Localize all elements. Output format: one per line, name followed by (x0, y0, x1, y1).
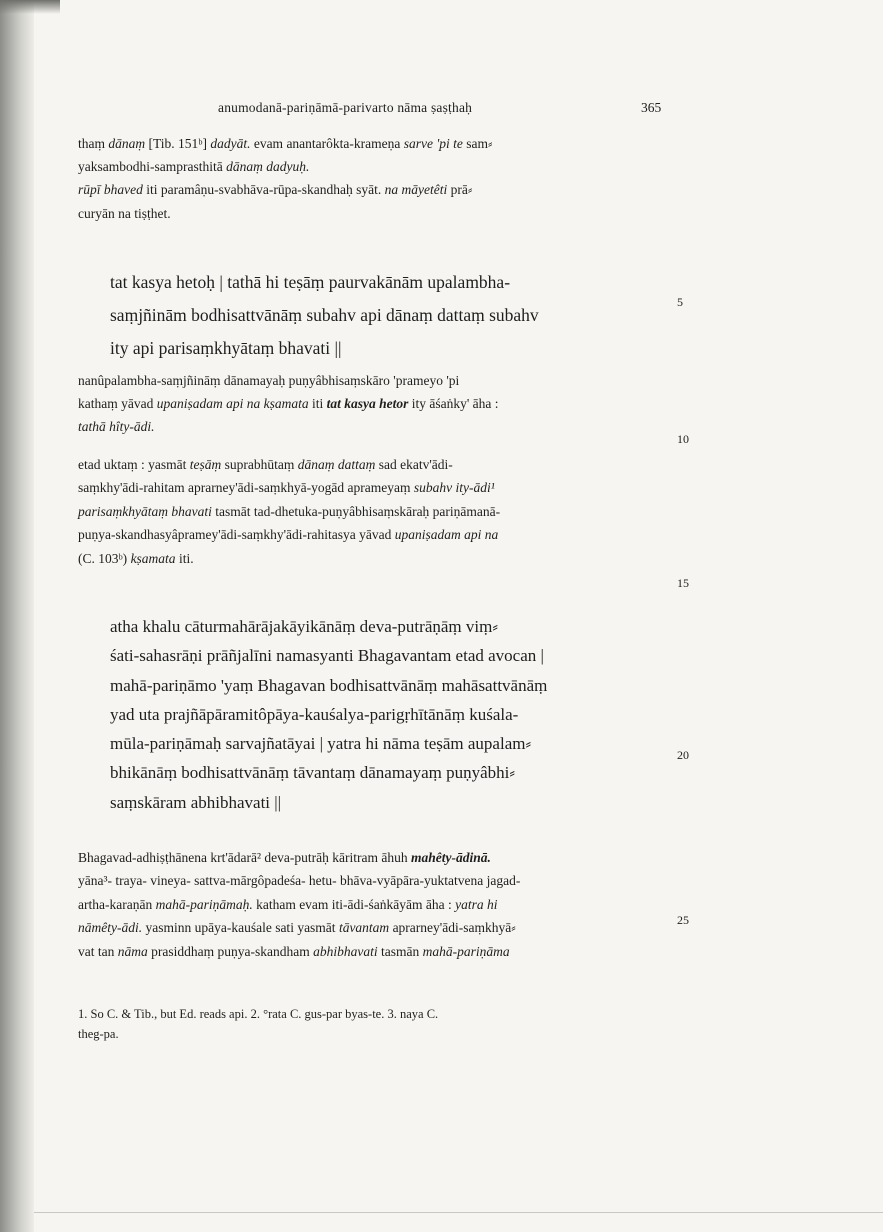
text-line (78, 453, 500, 476)
text-run: atha khalu cāturmahārājakāyikānāṃ deva-putrāṇāṃ viṃ⸗ (110, 617, 498, 636)
text-line (78, 369, 499, 392)
text-line (78, 178, 493, 201)
text-run: saṃkhy'ādi-rahitam aprarney'ādi-saṃkhyā-yogād aprameyaṃ (78, 480, 414, 496)
text-line (78, 547, 500, 570)
italic-term: yatra hi (455, 896, 498, 912)
scan-bottom-edge (34, 1212, 883, 1213)
line-number-margin: 20 (677, 748, 689, 762)
text-line (110, 641, 547, 670)
text-line (110, 299, 539, 332)
text-run: mūla-pariṇāmaḥ sarvajñatāyai | yatra hi nāma teṣām aupalam⸗ (110, 734, 532, 754)
text-line (78, 940, 520, 963)
text-line (78, 202, 493, 225)
text-run: [Tib. 151ᵇ] (145, 136, 211, 151)
text-run: saṃskāram abhibhavati || (110, 792, 282, 812)
text-run: prā⸗ (447, 182, 473, 198)
text-line (78, 415, 499, 438)
text-line (110, 671, 547, 700)
line-number-margin: 5 (677, 295, 683, 309)
commentary-intro (78, 132, 493, 225)
line-number-margin: 10 (677, 432, 689, 446)
text-run: tasmān (377, 943, 423, 959)
text-run: yāna³- traya- vineya- sattva-mārgôpadeśa- hetu- bhāva-vyāpāra-yuktatvena jagad- (78, 873, 521, 889)
text-run: yad uta prajñāpāramitôpāya-kauśalya-parigṛhītānāṃ kuśala- (110, 704, 519, 724)
text-run: 1. So C. & Tib., but Ed. reads api. 2. °rata C. gus-par byas-te. 3. naya C. (78, 1007, 439, 1021)
text-line (78, 1024, 438, 1044)
book-binding-shadow (0, 0, 34, 1232)
italic-term: dānaṃ dadyuḥ. (226, 159, 310, 175)
text-run: kathaṃ yāvad (78, 396, 157, 412)
text-line (78, 500, 500, 523)
text-line (78, 523, 500, 546)
italic-term: upaniṣadam api na kṣamata (156, 396, 309, 412)
text-run: thaṃ (78, 136, 109, 151)
text-line (78, 132, 493, 155)
bold-italic-term: mahêty-ādinā. (410, 850, 491, 865)
italic-term: na māyetêti (384, 182, 448, 198)
text-run: mahā-pariṇāmo 'yaṃ Bhagavan bodhisattvānāṃ mahāsattvānāṃ (110, 675, 548, 695)
italic-term: dānaṃ (108, 136, 146, 151)
text-line (78, 392, 499, 415)
italic-term: teṣāṃ (189, 457, 222, 472)
text-run: yaksambodhi-samprasthitā (78, 159, 227, 175)
text-run: iti (308, 396, 327, 412)
commentary-1 (78, 369, 499, 439)
text-run: katham evam iti-ādi-śaṅkāyām āha : (252, 896, 456, 912)
text-line (110, 332, 539, 365)
bold-italic-term: tat kasya hetor (326, 396, 409, 412)
italic-term: nāmêty-ādi. (78, 920, 143, 936)
italic-term: tāvantam (338, 920, 390, 936)
line-number-margin: 15 (677, 576, 689, 590)
text-line (78, 869, 520, 892)
text-line (110, 700, 547, 729)
text-run: yasminn upāya-kauśale sati yasmāt (142, 920, 339, 936)
text-run: ity api parisaṃkhyātaṃ bhavati || (110, 338, 342, 358)
text-line (110, 266, 539, 299)
text-run: (C. 103ᵇ) (78, 550, 131, 566)
text-run: puṇya-skandhasyâpramey'ādi-saṃkhy'ādi-rahitasya yāvad (78, 527, 395, 543)
text-run: nanûpalambha-saṃjñināṃ dānamayaḥ puṇyâbhisaṃskāro 'prameyo 'pi (78, 373, 460, 388)
text-run: bhikānāṃ bodhisattvānāṃ tāvantaṃ dānamayaṃ puṇyâbhi⸗ (110, 763, 516, 783)
italic-term: rūpī bhaved (78, 182, 143, 198)
page-number: 365 (641, 100, 662, 115)
italic-term: mahā-pariṇāmaḥ. (155, 896, 253, 912)
text-run: aprarney'ādi-saṃkhyā⸗ (389, 920, 516, 936)
italic-term: nāma (117, 943, 148, 959)
scan-edge-shadow (0, 0, 60, 14)
text-run: iti. (175, 550, 194, 566)
italic-term: tathā hîty-ādi. (78, 419, 155, 435)
text-line (78, 476, 500, 499)
text-run: vat tan (78, 943, 118, 959)
text-line (110, 758, 547, 787)
italic-term: sarve 'pi te (403, 136, 463, 151)
italic-term: upaniṣadam api na (394, 527, 499, 543)
text-line (110, 788, 547, 817)
text-run: curyān na tiṣṭhet. (78, 205, 171, 221)
text-run: artha-karaṇān (78, 896, 156, 912)
text-line (78, 916, 520, 939)
italic-term: abhibhavati (313, 943, 378, 959)
text-run: etad uktaṃ : yasmāt (78, 457, 190, 472)
text-run: Bhagavad-adhiṣṭhānena krt'ādarā² deva-putrāḥ kāritram āhuh (78, 850, 411, 865)
italic-term: dadyāt. (210, 136, 251, 151)
sutra-passage-1 (110, 266, 539, 365)
text-line (78, 1004, 438, 1024)
text-run: ity āśaṅky' āha : (408, 396, 499, 412)
text-line (78, 846, 520, 869)
italic-term: subahv ity-ādi¹ (413, 480, 495, 496)
commentary-3 (78, 846, 520, 963)
text-run: sam⸗ (462, 136, 493, 151)
text-run: śati-sahasrāṇi prāñjalīni namasyanti Bhagavantam etad avocan | (110, 646, 544, 666)
line-number-margin: 25 (677, 913, 689, 927)
text-run: suprabhūtaṃ (221, 457, 298, 472)
commentary-2 (78, 453, 500, 570)
italic-term: parisaṃkhyātaṃ bhavati (78, 503, 212, 519)
text-run: sad ekatv'ādi- (375, 457, 453, 472)
text-run: theg-pa. (78, 1027, 119, 1041)
text-run: iti paramâṇu-svabhāva-rūpa-skandhaḥ syāt. (142, 182, 385, 198)
text-run: prasiddhaṃ puṇya-skandham (147, 943, 314, 959)
text-run: evam anantarôkta-krameṇa (250, 136, 404, 151)
text-line (78, 155, 493, 178)
text-run: saṃjñinām bodhisattvānāṃ subahv api dānaṃ dattaṃ subahv (110, 305, 539, 325)
text-run: tat kasya hetoḥ | tathā hi teṣāṃ paurvakānām upalambha- (110, 272, 511, 292)
italic-term: dānaṃ dattaṃ (297, 457, 376, 472)
italic-term: mahā-pariṇāma (422, 943, 510, 959)
text-run: tasmāt tad-dhetuka-puṇyâbhisaṃskāraḥ pariṇāmanā- (211, 503, 501, 519)
text-line (110, 729, 547, 758)
footnotes (78, 1004, 438, 1044)
italic-term: kṣamata (130, 550, 176, 566)
text-line (78, 893, 520, 916)
sutra-passage-2 (110, 612, 547, 817)
running-head: anumodanā-pariṇāmā-parivarto nāma ṣaṣṭhaḥ (218, 100, 473, 115)
text-line (110, 612, 547, 641)
